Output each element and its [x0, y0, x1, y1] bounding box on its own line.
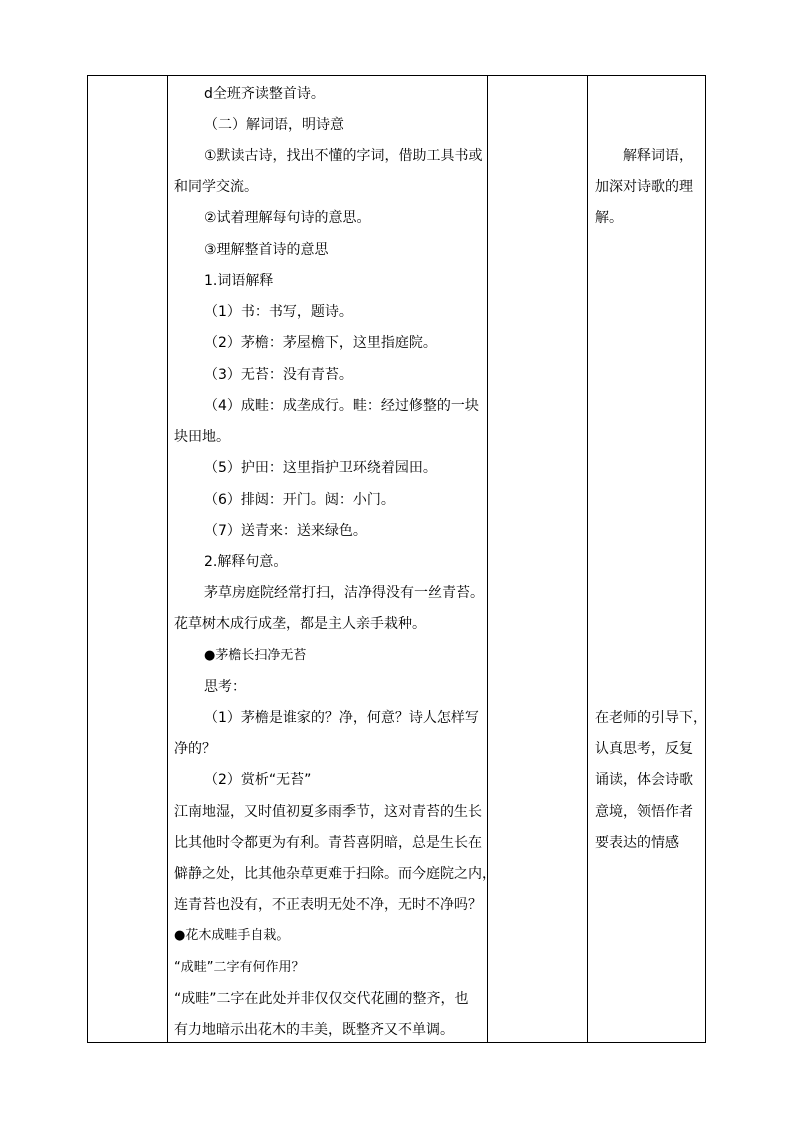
poem-line-heading: ●花木成畦手自栽。 — [174, 928, 290, 943]
text-line: （2）茅檐：茅屋檐下，这里指庭院。 — [204, 335, 437, 351]
note-line: 要表达的情感 — [595, 835, 679, 851]
text-line: “成畦”二字在此处并非仅仅交代花圃的整齐，也 — [174, 991, 469, 1007]
text-line: 净的？ — [174, 741, 216, 757]
text-line: （5）护田：这里指护卫环绕着园田。 — [204, 460, 437, 476]
text-line: （1）茅檐是谁家的？净，何意？诗人怎样写 — [204, 710, 479, 726]
note-line: 意境，领悟作者 — [595, 804, 693, 820]
text-line: 和同学交流。 — [174, 179, 258, 195]
text-line: 块田地。 — [174, 429, 230, 445]
text-line: ②试着理解每句诗的意思。 — [204, 210, 371, 226]
text-line: （4）成畦：成垄成行。畦：经过修整的一块 — [204, 398, 479, 414]
text-line: （2）赏析“无苔” — [204, 772, 312, 788]
text-line: “成畦”二字有何作用？ — [174, 960, 305, 975]
section-heading: （二）解词语，明诗意 — [204, 117, 344, 133]
text-line: d全班齐读整首诗。 — [204, 86, 325, 102]
text-line: 僻静之处，比其他杂草更难于扫除。而今庭院之内， — [174, 866, 496, 882]
text-line: 花草树木成行成垄，都是主人亲手栽种。 — [174, 616, 426, 632]
section-heading: 2.解释句意。 — [204, 554, 288, 570]
note-line: 在老师的引导下， — [595, 710, 707, 726]
poem-line-heading: ●茅檐长扫净无苔 — [204, 648, 307, 663]
note-line: 认真思考，反复 — [595, 741, 693, 757]
text-line: 思考： — [204, 679, 246, 695]
text-line: 有力地暗示出花木的丰美，既整齐又不单调。 — [174, 1022, 454, 1038]
lesson-table — [87, 75, 706, 1043]
text-line: 比其他时令都更为有利。青苔喜阴暗，总是生长在 — [174, 835, 482, 851]
note-line: 诵读，体会诗歌 — [595, 772, 693, 788]
text-line: （6）排闼：开门。闼：小门。 — [204, 492, 395, 508]
column-divider — [487, 76, 488, 1042]
text-line: ③理解整首诗的意思 — [204, 242, 329, 258]
text-line: （7）送青来：送来绿色。 — [204, 523, 367, 539]
text-line: 江南地湿，又时值初夏多雨季节，这对青苔的生长 — [174, 804, 482, 820]
text-line: （1）书：书写，题诗。 — [204, 304, 353, 320]
column-divider — [587, 76, 588, 1042]
text-line: （3）无苔：没有青苔。 — [204, 367, 353, 383]
column-divider — [167, 76, 168, 1042]
note-line: 解。 — [595, 210, 623, 226]
text-line: 茅草房庭院经常打扫，洁净得没有一丝青苔。 — [204, 585, 484, 601]
section-heading: 1.词语解释 — [204, 273, 274, 289]
text-line: ①默读古诗，找出不懂的字词，借助工具书或 — [204, 148, 483, 164]
note-line: 解释词语， — [623, 148, 693, 164]
text-line: 连青苔也没有，不正表明无处不净，无时不净吗？ — [174, 897, 482, 913]
note-line: 加深对诗歌的理 — [595, 179, 693, 195]
